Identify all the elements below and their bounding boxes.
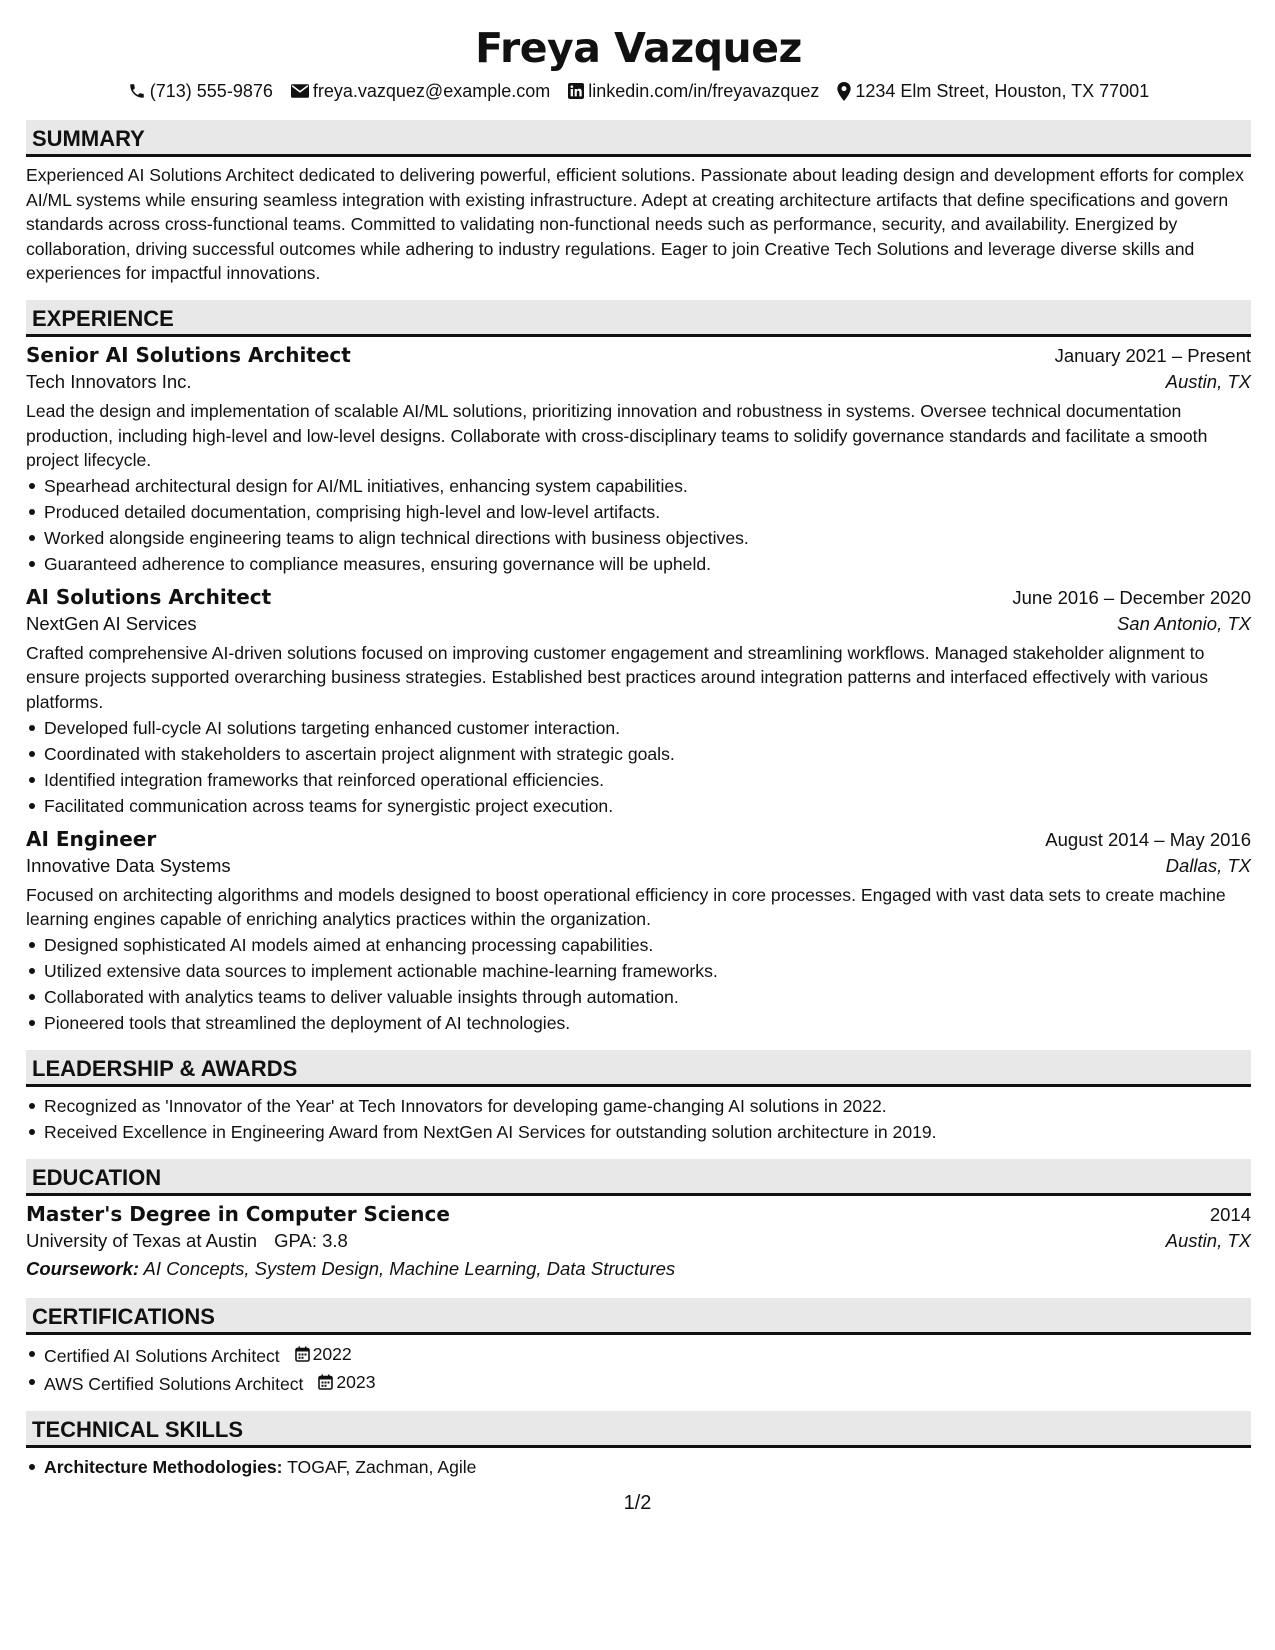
job-location: San Antonio, TX (1116, 612, 1251, 634)
contact-linkedin[interactable] (568, 81, 819, 102)
list-item: Utilized extensive data sources to implement actionable machine-learning frameworks. (44, 958, 1251, 984)
coursework-list: AI Concepts, System Design, Machine Learning, Data Structures (143, 1257, 676, 1279)
list-item: Developed full-cycle AI solutions targeting enhanced customer interaction. (44, 715, 1251, 741)
leadership-heading: LEADERSHIP & AWARDS (26, 1050, 1251, 1087)
certifications-heading: CERTIFICATIONS (26, 1298, 1251, 1335)
list-item (44, 1454, 1251, 1480)
job-location: Austin, TX (1165, 370, 1251, 392)
skills-heading: TECHNICAL SKILLS (26, 1411, 1251, 1448)
cert-name: Certified AI Solutions Architect (44, 1345, 280, 1366)
list-item: Produced detailed documentation, comprising high-level and low-level artifacts. (44, 499, 1251, 525)
list-item: Identified integration frameworks that reinforced operational efficiencies. (44, 767, 1251, 793)
list-item: Recognized as 'Innovator of the Year' at Tech Innovators for developing game-changing AI solutions in 2022. (44, 1093, 1251, 1119)
candidate-name: Freya Vazquez (475, 24, 802, 72)
degree: Master's Degree in Computer Science (26, 1201, 450, 1226)
coursework (26, 1258, 1251, 1280)
coursework-label: Coursework: (26, 1257, 140, 1279)
job-entry (26, 585, 1251, 819)
job-description: Lead the design and implementation of scalable AI/ML solutions, prioritizing innovation and robustness in systems. Oversee technical documentation production, including high-level and low-level designs. Collaborate with cross-disciplinary teams to solidify governance standards and facilitate a smooth project lifecycle. (26, 400, 1208, 471)
list-item: Facilitated communication across teams for synergistic project execution. (44, 793, 1251, 819)
linkedin-text: linkedin.com/in/freyavazquez (588, 80, 820, 101)
resume-page (26, 0, 1251, 1480)
list-item: Received Excellence in Engineering Award from NextGen AI Services for outstanding solution architecture in 2019. (44, 1119, 1251, 1145)
school-location: Austin, TX (1165, 1229, 1251, 1251)
education-subheader (26, 1230, 1251, 1252)
summary-heading: SUMMARY (26, 120, 1251, 157)
contact-phone (128, 81, 273, 102)
job-title: Senior AI Solutions Architect (26, 342, 351, 367)
leadership-list (26, 1093, 1251, 1145)
education-entry (26, 1202, 1251, 1280)
cert-date (318, 1369, 375, 1395)
job-bullets (26, 932, 1251, 1036)
calendar-icon (318, 1374, 333, 1390)
map-pin-icon (837, 82, 851, 101)
job-description: Focused on architecting algorithms and models designed to boost operational efficiency in core processes. Engaged with vast data sets to create machine learning engines capable of enriching analytics practices within the organization. (26, 884, 1226, 930)
contact-email[interactable] (291, 81, 550, 102)
education-header (26, 1202, 1251, 1226)
list-item (44, 1369, 1251, 1397)
contact-address (837, 81, 1149, 102)
gpa: GPA: 3.8 (274, 1229, 348, 1251)
cert-year: 2022 (312, 1343, 352, 1364)
job-title: AI Solutions Architect (26, 584, 272, 609)
job-dates: June 2016 – December 2020 (1012, 586, 1251, 608)
job-dates: January 2021 – Present (1054, 344, 1251, 366)
page-number: 1/2 (623, 1492, 652, 1514)
job-bullets (26, 473, 1251, 577)
job-title: AI Engineer (26, 826, 157, 851)
job-description: Crafted comprehensive AI-driven solutions focused on improving customer engagement and streamlining workflows. Managed stakeholder alignment to ensure projects supported overarching business strategies. Established best practices around integration patterns and interfaced effectively with various platforms. (26, 642, 1209, 712)
list-item: Worked alongside engineering teams to align technical directions with business objectives. (44, 525, 1251, 551)
list-item: Designed sophisticated AI models aimed at enhancing processing capabilities. (44, 932, 1251, 958)
job-company: NextGen AI Services (26, 612, 197, 634)
phone-icon (128, 82, 146, 100)
skills-list (26, 1454, 1251, 1480)
job-dates: August 2014 – May 2016 (1045, 828, 1251, 850)
email-text: freya.vazquez@example.com (312, 80, 551, 101)
cert-name: AWS Certified Solutions Architect (44, 1373, 304, 1394)
job-location: Dallas, TX (1165, 854, 1251, 876)
certifications-list (26, 1341, 1251, 1397)
job-header (26, 343, 1251, 367)
job-company: Tech Innovators Inc. (26, 370, 192, 392)
list-item (44, 1341, 1251, 1369)
address-text: 1234 Elm Street, Houston, TX 77001 (855, 80, 1150, 101)
job-header (26, 827, 1251, 851)
cert-date (295, 1341, 352, 1367)
linkedin-icon (568, 83, 584, 99)
job-subheader (26, 371, 1251, 393)
envelope-icon (291, 84, 309, 98)
education-heading: EDUCATION (26, 1159, 1251, 1196)
job-bullets (26, 715, 1251, 819)
job-company: Innovative Data Systems (26, 854, 231, 876)
list-item: Collaborated with analytics teams to deliver valuable insights through automation. (44, 984, 1251, 1010)
job-header (26, 585, 1251, 609)
phone-text: (713) 555-9876 (149, 80, 273, 101)
list-item: Coordinated with stakeholders to ascertain project alignment with strategic goals. (44, 741, 1251, 767)
school-name: University of Texas at Austin (26, 1229, 258, 1251)
calendar-icon (295, 1346, 310, 1362)
job-subheader (26, 855, 1251, 877)
school-line (26, 1230, 348, 1252)
summary-text: Experienced AI Solutions Architect dedicated to delivering powerful, efficient solutions. Passionate about leading design and development efforts for complex AI/ML systems while ensuring seamless integration with existing infrastructure. Adept at creating architecture artifacts that define specifications and govern standards across cross-functional teams. Committed to validating non-functional needs such as performance, security, and availability. Energized by collaboration, driving successful outcomes while adhering to industry regulations. Eager to join Creative Tech Solutions and leverage diverse skills and experiences for impactful innovations. (26, 165, 1244, 284)
graduation-year: 2014 (1209, 1203, 1251, 1225)
skill-label: Architecture Methodologies: (44, 1456, 283, 1477)
experience-heading: EXPERIENCE (26, 300, 1251, 337)
skill-value: TOGAF, Zachman, Agile (287, 1456, 477, 1477)
job-entry (26, 343, 1251, 577)
job-entry (26, 827, 1251, 1036)
list-item: Spearhead architectural design for AI/ML initiatives, enhancing system capabilities. (44, 473, 1251, 499)
list-item: Pioneered tools that streamlined the deployment of AI technologies. (44, 1010, 1251, 1036)
list-item: Guaranteed adherence to compliance measures, ensuring governance will be upheld. (44, 551, 1251, 577)
cert-year: 2023 (336, 1371, 376, 1392)
job-subheader (26, 613, 1251, 635)
contact-bar (26, 79, 1251, 103)
